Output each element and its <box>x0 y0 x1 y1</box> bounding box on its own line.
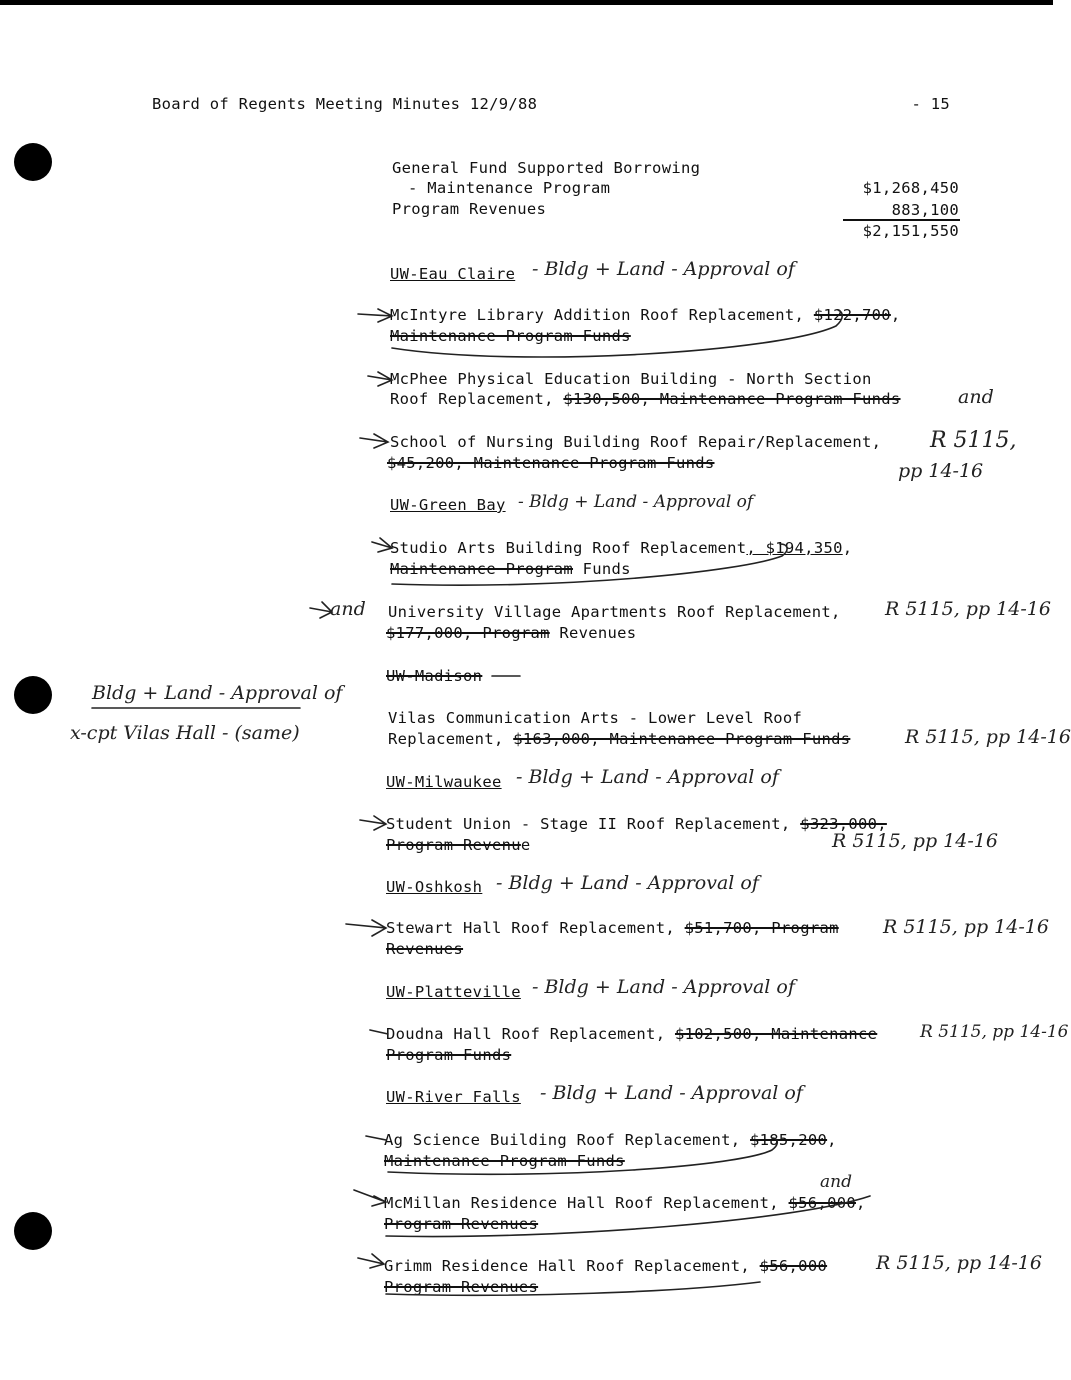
river-falls-item-2-line-2: Program Revenues <box>384 1215 539 1233</box>
handwritten-note-river-falls: - Bldg + Land - Approval of <box>540 1082 803 1104</box>
budget-line-1: General Fund Supported Borrowing <box>392 159 701 177</box>
milwaukee-item-1-line-1: Student Union - Stage II Roof Replacement, $323,000, <box>386 815 887 833</box>
eau-claire-item-1-line-2: Maintenance Program Funds <box>390 327 631 345</box>
budget-amount-2: 883,100 <box>891 201 959 219</box>
madison-item-1-line-1: Vilas Communication Arts - Lower Level Roof <box>388 709 803 727</box>
budget-total: $2,151,550 <box>862 222 959 240</box>
arrow-mcphee <box>368 372 392 386</box>
arrow-stewart <box>346 920 386 936</box>
handwritten-ref-madison: R 5115, pp 14-16 <box>905 726 1071 748</box>
heading-river-falls: UW-River Falls <box>386 1088 521 1106</box>
eau-claire-item-3-line-2: $45,200, Maintenance Program Funds <box>387 454 715 472</box>
handwritten-ref-platteville: R 5115, pp 14-16 <box>920 1022 1069 1042</box>
handwritten-note-green-bay: - Bldg + Land - Approval of <box>518 492 754 512</box>
heading-madison: UW-Madison <box>386 667 483 685</box>
handwritten-ref-oshkosh: R 5115, pp 14-16 <box>883 916 1049 938</box>
handwritten-ref-milwaukee: R 5115, pp 14-16 <box>832 830 998 852</box>
eau-claire-item-1-line-1: McIntyre Library Addition Roof Replacement, $122,700, <box>390 306 901 324</box>
heading-eau-claire: UW-Eau Claire <box>390 265 516 283</box>
platteville-item-1-line-1: Doudna Hall Roof Replacement, $102,500, Maintenance <box>386 1025 878 1043</box>
milwaukee-item-1-line-2: Program Revenue <box>386 836 531 854</box>
heading-platteville: UW-Platteville <box>386 983 521 1001</box>
page-header-title: Board of Regents Meeting Minutes 12/9/88 <box>152 95 538 113</box>
handwritten-and-eau-claire: and <box>958 386 994 408</box>
punch-hole-top <box>14 143 52 181</box>
handwritten-ref-green-bay: R 5115, pp 14-16 <box>885 598 1051 620</box>
river-falls-item-1-line-2: Maintenance Program Funds <box>384 1152 625 1170</box>
handwritten-ref-river-falls: R 5115, pp 14-16 <box>876 1252 1042 1274</box>
green-bay-item-2-line-2: $177,000, Program Revenues <box>386 624 637 642</box>
budget-line-3: Program Revenues <box>392 200 547 218</box>
heading-milwaukee: UW-Milwaukee <box>386 773 502 791</box>
handwritten-pages-eau-claire: pp 14-16 <box>898 460 984 482</box>
top-edge-line <box>0 0 1053 5</box>
page-number: - 15 <box>911 95 950 113</box>
river-falls-item-3-line-1: Grimm Residence Hall Roof Replacement, $56,000 <box>384 1257 828 1275</box>
oshkosh-item-1-line-2: Revenues <box>386 940 464 958</box>
budget-line-2: - Maintenance Program <box>408 179 611 197</box>
punch-hole-bottom <box>14 1212 52 1250</box>
punch-hole-middle <box>14 676 52 714</box>
handwritten-and-river-falls: and <box>820 1172 852 1192</box>
budget-amount-1: $1,268,450 <box>862 179 959 197</box>
arrow-ag-science <box>366 1136 386 1140</box>
arrow-grimm <box>358 1254 384 1268</box>
platteville-item-1-line-2: Program Funds <box>386 1046 512 1064</box>
handwritten-note-oshkosh: - Bldg + Land - Approval of <box>496 872 759 894</box>
arrow-nursing <box>360 434 388 448</box>
green-bay-item-2-line-1: University Village Apartments Roof Replacement, <box>388 603 841 621</box>
river-falls-item-3-line-2: Program Revenues <box>384 1278 539 1296</box>
oshkosh-item-1-line-1: Stewart Hall Roof Replacement, $51,700, Program <box>386 919 839 937</box>
eau-claire-item-2-line-2: Roof Replacement, $130,500, Maintenance Program Funds <box>390 390 901 408</box>
eau-claire-item-2-line-1: McPhee Physical Education Building - North Section <box>390 370 872 388</box>
heading-oshkosh: UW-Oshkosh <box>386 878 483 896</box>
handwritten-note-eau-claire: - Bldg + Land - Approval of <box>532 258 795 280</box>
green-bay-item-1-line-2: Maintenance Program Funds <box>390 560 631 578</box>
handwritten-note-milwaukee: - Bldg + Land - Approval of <box>516 766 779 788</box>
heading-green-bay: UW-Green Bay <box>390 496 506 514</box>
arrow-village <box>310 602 332 618</box>
handwritten-and-green-bay: and <box>330 598 366 620</box>
handwritten-ref-eau-claire: R 5115, <box>930 428 1017 453</box>
arrow-mcintyre <box>358 309 392 322</box>
river-falls-item-1-line-1: Ag Science Building Roof Replacement, $185,200, <box>384 1131 837 1149</box>
arrow-mcmillan <box>354 1190 386 1206</box>
handwritten-margin-note-2: x-cpt Vilas Hall - (same) <box>70 722 300 744</box>
green-bay-item-1-line-1: Studio Arts Building Roof Replacement, $194,350, <box>390 539 853 557</box>
eau-claire-item-3-line-1: School of Nursing Building Roof Repair/Replacement, <box>390 433 882 451</box>
arrow-studio <box>372 538 392 552</box>
handwritten-note-platteville: - Bldg + Land - Approval of <box>532 976 795 998</box>
madison-item-1-line-2: Replacement, $163,000, Maintenance Program Funds <box>388 730 851 748</box>
river-falls-item-2-line-1: McMillan Residence Hall Roof Replacement, $56,000, <box>384 1194 866 1212</box>
arrow-student-union <box>360 816 386 830</box>
handwritten-margin-note-1: Bldg + Land - Approval of <box>92 682 343 704</box>
